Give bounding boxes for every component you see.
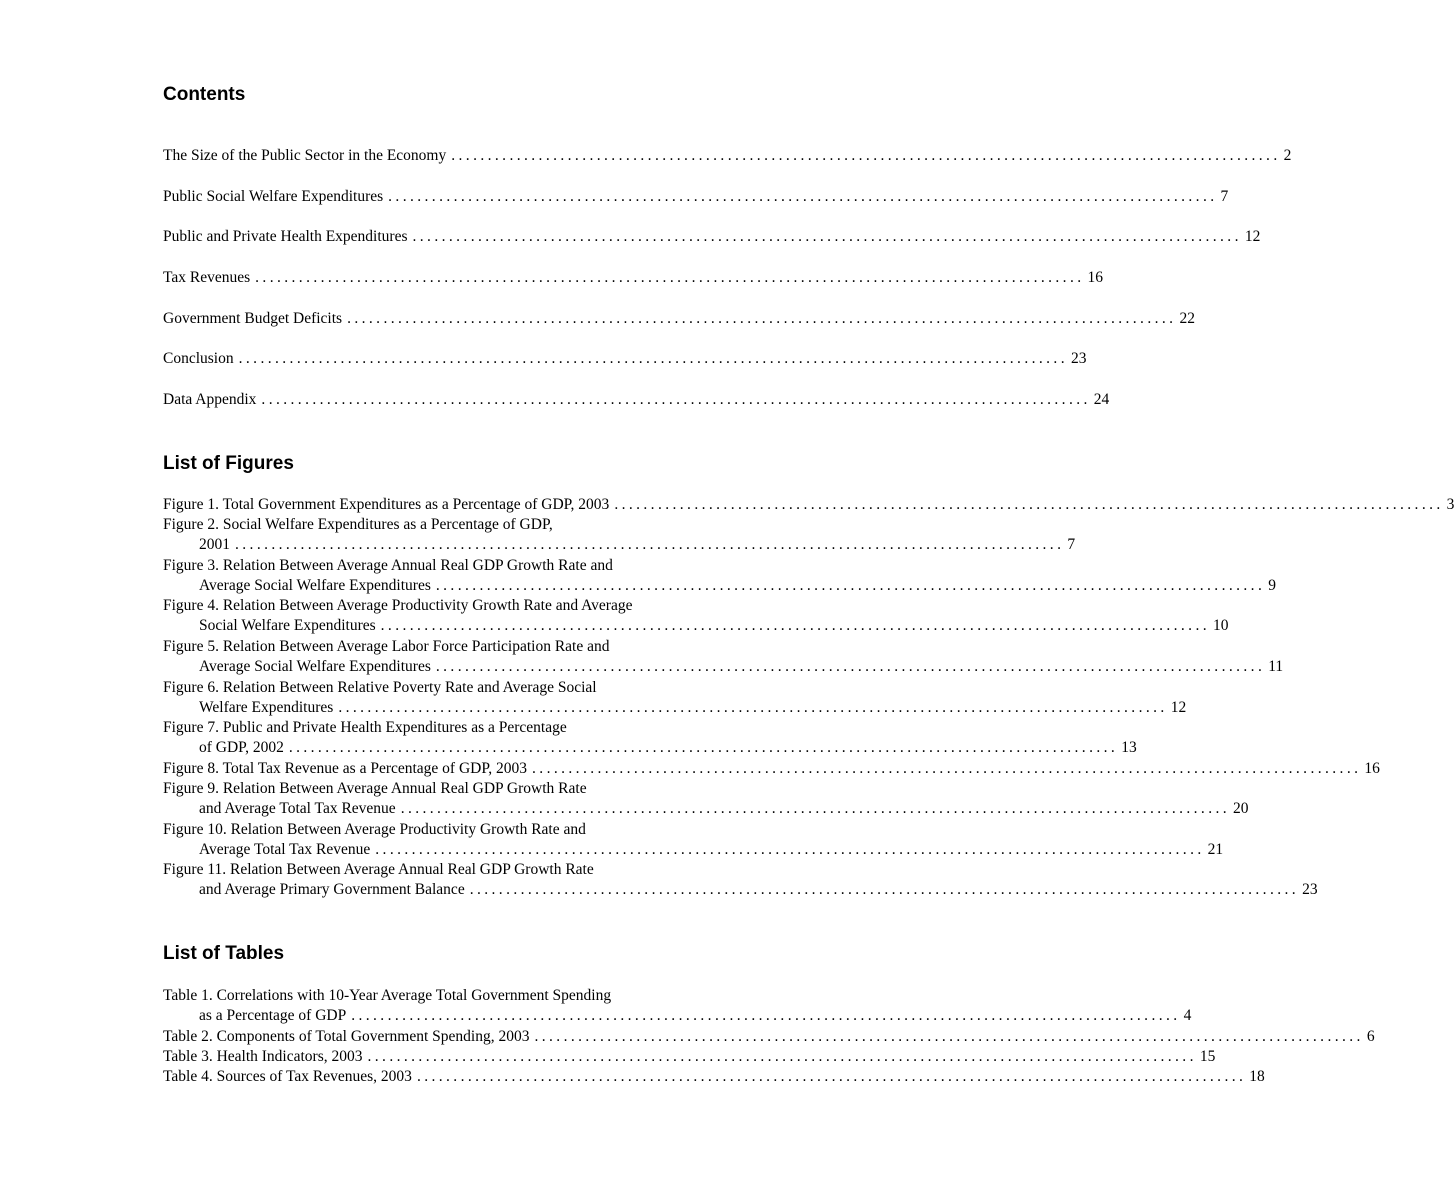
figure-entry-title-cont: and Average Primary Government Balance [199,881,465,899]
table-entry-page: 18 [1249,1068,1265,1085]
table-entry-page: 15 [1199,1048,1216,1065]
toc-entry-title: Public and Private Health Expenditures [163,228,408,245]
figure-entry[interactable] [163,637,1284,678]
dot-leader: .................................................................................................................. [288,739,1119,757]
table-entry-title-cont: as a Percentage of GDP [199,1007,347,1025]
dot-leader: .................................................................................................................. [375,841,1205,859]
dot-leader: .................................................................................................................. [614,496,1444,513]
dot-leader: .................................................................................................................. [347,310,1177,327]
dot-leader: .................................................................................................................. [380,617,1211,635]
figure-entry-title: Figure 7. Public and Private Health Expenditures as a Percentage [163,719,567,736]
toc-entry-page: 2 [1283,147,1292,164]
toc-entry[interactable] [163,349,1087,369]
figure-entry-page: 10 [1213,617,1229,635]
figure-entry-page: 12 [1170,699,1187,717]
dot-leader: .................................................................................................................. [255,269,1085,286]
table-entry-page: 4 [1183,1007,1192,1025]
dot-leader: .................................................................................................................. [416,1068,1247,1085]
dot-leader: .................................................................................................................. [435,577,1266,595]
figure-entry-title-cont: Welfare Expenditures [199,699,334,717]
table-entry-title: Table 4. Sources of Tax Revenues, 2003 [163,1068,412,1085]
dot-leader: .................................................................................................................. [412,228,1242,245]
figure-entry-title-cont: of GDP, 2002 [199,739,284,757]
figure-entry-page: 16 [1364,760,1380,777]
toc-entry-title: Government Budget Deficits [163,310,343,327]
dot-leader: .................................................................................................................. [388,188,1218,205]
dot-leader: .................................................................................................................. [238,350,1068,367]
table-entry[interactable] [163,1067,1265,1087]
toc-entry-title: Conclusion [163,350,234,367]
dot-leader: .................................................................................................................. [469,881,1300,899]
figure-entry[interactable] [163,495,1454,515]
figure-entry-title: Figure 11. Relation Between Average Annual Real GDP Growth Rate [163,861,594,878]
toc-entry-page: 24 [1093,391,1110,408]
table-entry-title: Table 1. Correlations with 10-Year Average Total Government Spending [163,987,612,1004]
toc-entry-page: 23 [1070,350,1087,367]
toc-entry[interactable] [163,227,1261,247]
toc-entry-page: 7 [1220,188,1229,205]
figure-entry[interactable] [163,860,1318,901]
dot-leader: .................................................................................................................. [261,391,1091,408]
dot-leader: .................................................................................................................. [534,1028,1364,1045]
figure-entry-title: Figure 2. Social Welfare Expenditures as a Percentage of GDP, [163,516,553,533]
figure-entry-page: 23 [1302,881,1318,899]
figure-entry-page: 20 [1233,800,1249,818]
dot-leader: .................................................................................................................. [400,800,1231,818]
figure-entry-page: 3 [1446,496,1454,513]
figure-entry-title-cont: 2001 [199,536,230,554]
figure-entry[interactable] [163,718,1137,759]
dot-leader: .................................................................................................................. [235,536,1065,554]
figure-entry[interactable] [163,759,1380,779]
toc-entry-page: 22 [1179,310,1195,327]
dot-leader: .................................................................................................................. [338,699,1168,717]
figure-entry-title-cont: and Average Total Tax Revenue [199,800,396,818]
figure-entry-title: Figure 1. Total Government Expenditures as a Percentage of GDP, 2003 [163,496,610,513]
figure-entry[interactable] [163,556,1276,597]
dot-leader: .................................................................................................................. [351,1007,1181,1025]
figure-entry[interactable] [163,515,1076,556]
figure-entry-page: 9 [1268,577,1276,595]
toc-entry[interactable] [163,268,1104,288]
table-entry-title: Table 2. Components of Total Government Spending, 2003 [163,1028,530,1045]
figure-entry-title-cont: Average Social Welfare Expenditures [199,577,431,595]
figure-entry[interactable] [163,820,1224,861]
toc-entry-title: The Size of the Public Sector in the Economy [163,147,447,164]
toc-entry[interactable] [163,146,1292,166]
tables-heading: List of Tables [163,943,285,964]
figure-entry[interactable] [163,678,1187,719]
contents-heading: Contents [163,84,246,105]
dot-leader: .................................................................................................................. [435,658,1266,676]
toc-entry[interactable] [163,390,1110,410]
figure-entry-title: Figure 8. Total Tax Revenue as a Percentage of GDP, 2003 [163,760,528,777]
table-entry[interactable] [163,1027,1375,1047]
toc-entry[interactable] [163,187,1229,207]
figure-entry[interactable] [163,779,1249,820]
toc-entry[interactable] [163,309,1195,329]
figure-entry-title: Figure 9. Relation Between Average Annual Real GDP Growth Rate [163,780,587,797]
table-entry-page: 6 [1366,1028,1375,1045]
table-entry-title: Table 3. Health Indicators, 2003 [163,1048,363,1065]
dot-leader: .................................................................................................................. [532,760,1362,777]
figure-entry-page: 21 [1207,841,1224,859]
dot-leader: .................................................................................................................. [451,147,1281,164]
toc-entry-title: Tax Revenues [163,269,251,286]
toc-entry-title: Public Social Welfare Expenditures [163,188,384,205]
toc-entry-page: 16 [1087,269,1104,286]
figure-entry-title: Figure 4. Relation Between Average Productivity Growth Rate and Average [163,597,633,614]
figure-entry-title-cont: Average Social Welfare Expenditures [199,658,431,676]
figure-entry-title-cont: Social Welfare Expenditures [199,617,376,635]
toc-entry-title: Data Appendix [163,391,257,408]
figure-entry-page: 13 [1121,739,1137,757]
toc-entry-page: 12 [1244,228,1261,245]
table-entry[interactable] [163,986,1192,1027]
figure-entry-title: Figure 10. Relation Between Average Productivity Growth Rate and [163,821,586,838]
figure-entry-title: Figure 5. Relation Between Average Labor Force Participation Rate and [163,638,610,655]
figure-entry-page: 11 [1268,658,1284,676]
figure-entry-title: Figure 3. Relation Between Average Annual Real GDP Growth Rate and [163,557,613,574]
figure-entry-page: 7 [1067,536,1076,554]
figure-entry-title: Figure 6. Relation Between Relative Poverty Rate and Average Social [163,679,597,696]
figures-heading: List of Figures [163,453,294,474]
table-entry[interactable] [163,1047,1216,1067]
dot-leader: .................................................................................................................. [367,1048,1197,1065]
figure-entry-title-cont: Average Total Tax Revenue [199,841,371,859]
figure-entry[interactable] [163,596,1229,637]
